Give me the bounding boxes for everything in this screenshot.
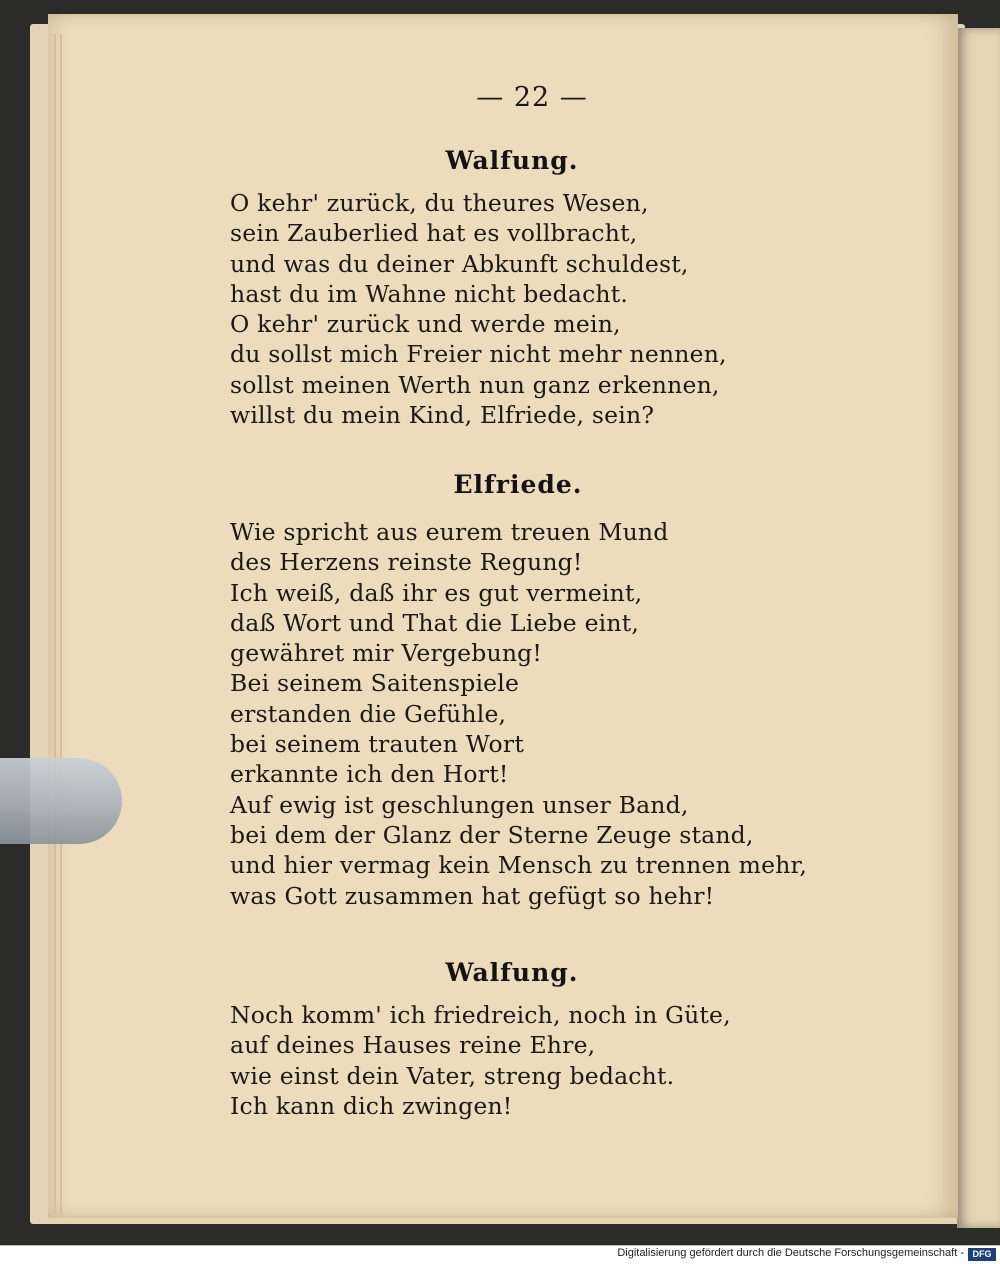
verse-line: wie einst dein Vater, streng bedacht. (230, 1061, 675, 1090)
verse-line: du sollst mich Freier nicht mehr nennen, (230, 340, 727, 369)
verse-line: O kehr' zurück, du theures Wesen, (230, 189, 649, 217)
verse-block (230, 188, 727, 430)
verse-line: sollst meinen Werth nun ganz erkennen, (230, 370, 720, 399)
verse-line: bei seinem trauten Wort (230, 730, 524, 759)
verse-line: erkannte ich den Hort! (230, 760, 509, 789)
speaker-heading: Walfung. (445, 958, 579, 987)
verse-line: und hier vermag kein Mensch zu trennen mehr, (230, 851, 808, 880)
speaker-heading: Elfriede. (453, 470, 583, 499)
digitization-footer (0, 1245, 1000, 1264)
verse-line: Bei seinem Saitenspiele (230, 669, 520, 698)
verse-line: des Herzens reinste Regung! (230, 548, 583, 577)
funding-credit: Digitalisierung gefördert durch die Deutsche Forschungsgemeinschaft - (617, 1247, 964, 1259)
facing-page-edge (957, 28, 1000, 1228)
thumb-clip (0, 758, 122, 844)
verse-line: Ich weiß, daß ihr es gut vermeint, (230, 578, 643, 607)
verse-line: O kehr' zurück und werde mein, (230, 310, 621, 339)
verse-line: auf deines Hauses reine Ehre, (230, 1031, 596, 1060)
page-edge-line (60, 34, 62, 1214)
dfg-logo: DFG (968, 1248, 996, 1261)
verse-line: und was du deiner Abkunft schuldest, (230, 249, 689, 278)
page-number: — 22 — (476, 82, 588, 113)
verse-line: Ich kann dich zwingen! (230, 1091, 513, 1120)
verse-line: gewähret mir Vergebung! (230, 639, 543, 668)
verse-line: erstanden die Gefühle, (230, 699, 507, 728)
verse-line: sein Zauberlied hat es vollbracht, (230, 219, 638, 248)
verse-line: daß Wort und That die Liebe eint, (230, 608, 640, 637)
verse-line: willst du mein Kind, Elfriede, sein? (230, 401, 655, 430)
verse-line: was Gott zusammen hat gefügt so hehr! (230, 881, 715, 910)
verse-line: hast du im Wahne nicht bedacht. (230, 279, 629, 308)
verse-line: Wie spricht aus eurem treuen Mund (230, 518, 669, 546)
verse-line: Noch komm' ich friedreich, noch in Güte, (230, 1001, 731, 1029)
page-edge-line (54, 34, 56, 1214)
verse-line: Auf ewig ist geschlungen unser Band, (230, 790, 689, 819)
speaker-heading: Walfung. (445, 146, 579, 175)
verse-block (230, 517, 807, 911)
verse-line: bei dem der Glanz der Sterne Zeuge stand, (230, 820, 754, 849)
verse-block (230, 1000, 731, 1121)
